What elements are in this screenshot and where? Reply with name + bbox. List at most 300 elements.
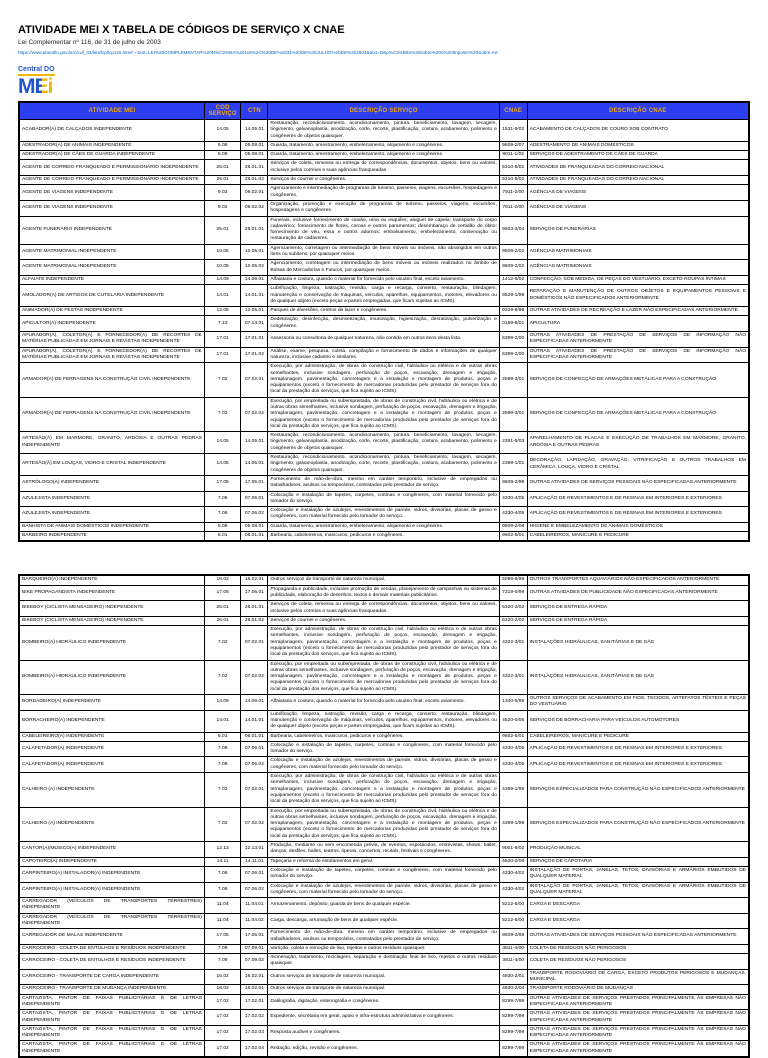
cod-servico-cell: 11.04 [204, 913, 240, 929]
atividade-mei-cell: ARMADOR(A) DE FERRAGENS NA CONSTRUÇÃO CIVIL INDEPENDENTE [19, 363, 204, 397]
cod-servico-cell: 12.05 [204, 307, 240, 316]
descricao-cnae-cell: INSTALAÇÃO DE PORTAS, JANELAS, TETOS, DIVISÓRIAS E ARMÁRIOS EMBUTIDOS DE QUALQUER MATERIAL [527, 882, 749, 898]
descricao-cnae-cell: CARGA E DESCARGA [527, 913, 749, 929]
table-header-row [19, 102, 749, 120]
cnae-cell: 4330-4/05 [499, 757, 527, 773]
table-row [19, 929, 749, 945]
table-row [19, 695, 749, 711]
cod-servico-cell: 17.01 [204, 347, 240, 363]
cod-servico-cell: 10.05 [204, 244, 240, 260]
descricao-servico-cell: Execução, por empreitada ou subempreitada, de obras de construção civil, hidráulica ou elétrica e de outras obras semelhantes, inclusive sondagem, perfuração de poços, escavação, drenagem e irrigação, terraplanagem, pavimentação, concretagem e a instalação e montagem de produtos, peças e equipamentos (exceto o fornecimento de mercadorias produzidas pelo prestador de serviços fora do local da prestação dos serviços, que fica sujeito ao ICMS). [268, 660, 499, 694]
table-row [19, 363, 749, 397]
ctn-cell: 07.02.02 [241, 660, 268, 694]
cod-servico-cell: 11.04 [204, 898, 240, 914]
ctn-cell: 07.06.02 [241, 882, 268, 898]
descricao-servico-cell: Varrição, coleta e remoção de lixo, rejeitos e outros resíduos quaisquer. [268, 944, 499, 953]
cod-servico-cell: 7.02 [204, 660, 240, 694]
descricao-cnae-cell: SERVIÇOS DE FUNERÁRIAS [527, 216, 749, 244]
atividade-mei-cell: BIKE PROPAGANDISTA INDEPENDENTE [19, 585, 204, 601]
table-row [19, 575, 749, 585]
ctn-cell: 05.08.01 [241, 522, 268, 531]
ctn-cell: 26.01.01 [241, 160, 268, 176]
ctn-cell: 14.05.01 [241, 432, 268, 454]
descricao-cnae-cell: SERVIÇOS DE CONFECÇÃO DE ARMAÇÕES METÁLICAS PARA A CONSTRUÇÃO [527, 397, 749, 431]
table-row [19, 741, 749, 757]
table-row [19, 842, 749, 858]
page-title: ATIVIDADE MEI X TABELA DE CÓDIGOS DE SERVIÇO X CNAE [18, 24, 345, 36]
table-row [19, 954, 749, 970]
table-row [19, 260, 749, 276]
cnae-cell: 4930-2/01 [499, 969, 527, 985]
ctn-cell: 07.06.01 [241, 866, 268, 882]
atividade-mei-cell: CARTAZISTA, PINTOR DE FAIXAS PUBLICITÁRIAS E DE LETRAS INDEPENDENTE [19, 994, 204, 1010]
descricao-cnae-cell: OUTRAS ATIVIDADES DE PRESTAÇÃO DE SERVIÇOS DE INFORMAÇÃO NÃO ESPECIFICADAS ANTERIORMENTE [527, 347, 749, 363]
atividade-mei-cell: CAPOTEIRO(A) INDEPENDENTE [19, 857, 204, 866]
atividade-mei-cell: CARPINTEIRO(A) INSTALADOR(A) INDEPENDENTE [19, 866, 204, 882]
cod-servico-cell: 16.02 [204, 969, 240, 985]
atividade-mei-cell: CALHEIRO (A) INDEPENDENTE [19, 807, 204, 841]
descricao-servico-cell: Agenciamento, corretagem ou intermediação de bens móveis ou imóveis, não abrangidos em outros itens ou subitens, por quaisquer meios. [268, 244, 499, 260]
table-row [19, 585, 749, 601]
ctn-cell: 17.06.01 [241, 585, 268, 601]
descricao-servico-cell: Guarda, tratamento, amestramento, embelezamento, alojamento e congêneres. [268, 141, 499, 150]
table-row [19, 857, 749, 866]
descricao-servico-cell: Análise, exame, pesquisa, coleta, compilação e fornecimento de dados e informações de qualquer natureza, inclusive cadastro e similares. [268, 347, 499, 363]
atividade-mei-cell: CALHEIRO (A) INDEPENDENTE [19, 773, 204, 807]
table-row [19, 491, 749, 507]
descricao-cnae-cell: APLICAÇÃO DE REVESTIMENTOS E DE RESINAS EM INTERIORES E EXTERIORES [527, 507, 749, 523]
descricao-servico-cell: Assessoria ou consultoria de qualquer natureza, não contida em outros itens desta lista. [268, 332, 499, 348]
ctn-cell: 11.04.01 [241, 898, 268, 914]
cod-servico-cell: 17.06 [204, 585, 240, 601]
atividade-mei-cell: AGENTE DE CORREIO FRANQUEADO E PERMISSIONÁRIO INDEPENDENTE [19, 160, 204, 176]
atividade-mei-cell: AGENTE MATRIMONIAL INDEPENDENTE [19, 260, 204, 276]
atividade-mei-cell: CABELEIREIRO(A) INDEPENDENTE [19, 732, 204, 741]
logo-wordmark-top: Central DO [18, 66, 55, 76]
descricao-servico-cell: Expediente, secretaria em geral, apoio e infra-estrutura administrativa e congêneres. [268, 1010, 499, 1026]
ctn-cell: 09.02.01 [241, 185, 268, 201]
cod-servico-cell: 5.08 [204, 151, 240, 160]
table-row [19, 969, 749, 985]
atividade-mei-cell: CARREGADOR (VEÍCULOS DE TRANSPORTES TERRESTRES) INDEPENDENTE [19, 913, 204, 929]
cod-servico-cell: 14.01 [204, 285, 240, 307]
descricao-cnae-cell: AGÊNCIAS MATRIMONIAIS [527, 244, 749, 260]
cod-servico-cell: 14.09 [204, 695, 240, 711]
descricao-cnae-cell: OUTROS TRANSPORTES AQUAVIÁRIOS NÃO ESPECIFICADOS ANTERIORMENTE [527, 575, 749, 585]
cnae-cell: 8299-7/99 [499, 994, 527, 1010]
cnae-cell: 9329-8/99 [499, 307, 527, 316]
descricao-servico-cell: Lubrificação, limpeza, lustração, revisão, carga e recarga, conserto, restauração, blindagem, manutenção e conservação de máquinas, veículos, aparelhos, equipamentos, motores, elevadores ou de qualquer objeto (exceto peças e partes empregadas, que ficam sujeitas ao ICMS). [268, 710, 499, 732]
descricao-cnae-cell: DECORAÇÃO, LAPIDAÇÃO, GRAVAÇÃO, VITRIFICAÇÃO E OUTROS TRABALHOS EM CERÂMICA, LOUÇA, VIDRO E CRISTAL [527, 454, 749, 476]
cod-servico-cell: 17.02 [204, 1025, 240, 1041]
cnae-cell: 9602-5/01 [499, 732, 527, 741]
cod-servico-cell: 7.02 [204, 363, 240, 397]
cnae-cell: 4330-4/02 [499, 866, 527, 882]
atividade-mei-cell: AGENTE DE CORREIO FRANQUEADO E PERMISSIONÁRIO INDEPENDENTE [19, 176, 204, 185]
ctn-cell: 07.06.01 [241, 491, 268, 507]
descricao-cnae-cell: OUTRAS ATIVIDADES DE SERVIÇOS PRESTADOS PRINCIPALMENTE ÀS EMPRESAS NÃO ESPECIFICADAS ANTERIORMENTE [527, 1010, 749, 1026]
descricao-cnae-cell: ACABAMENTO DE CALÇADOS DE COURO SOB CONTRATO [527, 120, 749, 142]
descricao-servico-cell: Resposta audível e congêneres. [268, 1025, 499, 1041]
cod-servico-cell: 17.01 [204, 332, 240, 348]
descricao-servico-cell: Serviços de courrier e congêneres. [268, 176, 499, 185]
descricao-servico-cell: Serviços de coleta, remessa ou entrega de correspondências, documentos, objetos, bens ou valores, inclusive pelos correios e suas agências franqueadas. [268, 160, 499, 176]
cnae-cell: 8299-7/99 [499, 1025, 527, 1041]
cod-servico-cell: 7.09 [204, 944, 240, 953]
page-break-gap [18, 542, 750, 574]
atividade-mei-cell: APURADOR(A), COLETOR(A) E FORNECEDOR(A) DE RECORTES DE MATÉRIAS PUBLICADAS EM JORNAIS E REVISTAS INDEPENDENTE [19, 332, 204, 348]
descricao-cnae-cell: APLICAÇÃO DE REVESTIMENTOS E DE RESINAS EM INTERIORES E EXTERIORES [527, 757, 749, 773]
cod-servico-cell: 7.02 [204, 807, 240, 841]
ctn-cell: 12.05.01 [241, 307, 268, 316]
ctn-cell: 07.02.02 [241, 397, 268, 431]
cod-servico-cell: 26.01 [204, 601, 240, 617]
mei-cnae-table-page1 [18, 101, 750, 542]
descricao-servico-cell: Agenciamento, corretagem ou intermediação de bens móveis ou imóveis realizados no âmbito de Bolsas de Mercadorias e Futuros, por quaisquer meios. [268, 260, 499, 276]
descricao-cnae-cell: REPARAÇÃO E MANUTENÇÃO DE OUTROS OBJETOS E EQUIPAMENTOS PESSOAIS E DOMÉSTICOS NÃO ESPECIFICADOS ANTERIORMENTE [527, 285, 749, 307]
atividade-mei-cell: BORRACHEIRO(A) INDEPENDENTE [19, 710, 204, 732]
descricao-cnae-cell: OUTRAS ATIVIDADES DE PRESTAÇÃO DE SERVIÇOS DE INFORMAÇÃO NÃO ESPECIFICADAS ANTERIORMENTE [527, 332, 749, 348]
descricao-cnae-cell: AGÊNCIAS DE VIAGENS [527, 185, 749, 201]
descricao-servico-cell: Dedetização, desinfecção, desinsetização, imunização, higienização, desratização, pulverização e congêneres. [268, 316, 499, 332]
descricao-cnae-cell: OUTRAS ATIVIDADES DE PUBLICIDADE NÃO ESPECIFICADAS ANTERIORMENTE [527, 585, 749, 601]
descricao-servico-cell: Restauração, recondicionamento, acondicionamento, pintura, beneficiamento, lavagem, secagem, tingimento, galvanoplastia, anodização, corte, recorte, plastificação, costura, acabamento, polimento e congêneres de objetos quaisquer. [268, 432, 499, 454]
table-row [19, 601, 749, 617]
atividade-mei-cell: CARROCEIRO - TRANSPORTE DE CARGA INDEPENDENTE [19, 969, 204, 985]
table-row [19, 316, 749, 332]
atividade-mei-cell: BARQUEIRO(A) INDEPENDENTE [19, 575, 204, 585]
descricao-cnae-cell: SERVIÇOS ESPECIALIZADOS PARA CONSTRUÇÃO NÃO ESPECIFICADOS ANTERIORMENTE [527, 807, 749, 841]
descricao-cnae-cell: APICULTURA [527, 316, 749, 332]
cod-servico-cell: 9.02 [204, 200, 240, 216]
descricao-cnae-cell: OUTRAS ATIVIDADES DE SERVIÇOS PESSOAIS NÃO ESPECIFICADAS ANTERIORMENTE [527, 929, 749, 945]
ctn-cell: 17.05.01 [241, 475, 268, 491]
descricao-servico-cell: Incineração, tratamento, reciclagem, separação e destinação final de lixo, rejeitos e outros resíduos quaisquer. [268, 954, 499, 970]
cnae-cell: 5320-2/02 [499, 616, 527, 625]
cnae-cell: 1412-6/02 [499, 275, 527, 284]
column-header-cod-servico: COD SERVIÇO [204, 102, 240, 120]
cnae-cell: 4399-1/99 [499, 807, 527, 841]
logo-letter-m: M [18, 75, 35, 98]
table-row [19, 660, 749, 694]
cnae-cell: 9609-2/02 [499, 244, 527, 260]
descricao-cnae-cell: OUTRAS ATIVIDADES DE SERVIÇOS PRESTADOS PRINCIPALMENTE ÀS EMPRESAS NÃO ESPECIFICADAS ANTERIORMENTE [527, 1025, 749, 1041]
atividade-mei-cell: AGENTE DE VIAGENS INDEPENDENTE [19, 185, 204, 201]
cnae-cell: 1340-5/99 [499, 695, 527, 711]
cnae-cell: 7911-2/00 [499, 185, 527, 201]
ctn-cell: 14.01.01 [241, 285, 268, 307]
descricao-servico-cell: Colocação e instalação de tapetes, carpetes, cortinas e congêneres, com material fornecido pelo tomador do serviço. [268, 491, 499, 507]
logo-letter-i: i [47, 75, 53, 98]
ctn-cell: 10.05.02 [241, 260, 268, 276]
table-row [19, 985, 749, 994]
table-row [19, 475, 749, 491]
atividade-mei-cell: ARTESÃO(Ã) EM LOUÇAS, VIDRO E CRISTAL INDEPENDENTE [19, 454, 204, 476]
cod-servico-cell: 7.13 [204, 316, 240, 332]
atividade-mei-cell: CARTAZISTA, PINTOR DE FAIXAS PUBLICITÁRIAS E DE LETRAS INDEPENDENTE [19, 1010, 204, 1026]
cnae-cell: 5099-8/99 [499, 575, 527, 585]
cnae-cell: 9609-2/07 [499, 141, 527, 150]
descricao-servico-cell: Carga, descarga, arrumação de bens de qualquer espécie. [268, 913, 499, 929]
descricao-servico-cell: Outros serviços de transporte de natureza municipal. [268, 985, 499, 994]
cod-servico-cell: 25.01 [204, 216, 240, 244]
descricao-servico-cell: Agenciamento e intermediação de programas de turismo, passeios, viagens, excursões, hospedagens e congêneres. [268, 185, 499, 201]
cnae-cell: 9603-3/04 [499, 216, 527, 244]
cod-servico-cell: 17.02 [204, 1010, 240, 1026]
atividade-mei-cell: BORDADEIRO(A) INDEPENDENTE [19, 695, 204, 711]
atividade-mei-cell: BIKEBOY (CICLISTA MENSAGEIRO) INDEPENDENTE [19, 616, 204, 625]
cnae-cell: 7319-0/99 [499, 585, 527, 601]
descricao-cnae-cell: ATIVIDADES DE FRANQUEADAS DO CORREIO NACIONAL [527, 160, 749, 176]
cnae-cell: 2399-1/01 [499, 454, 527, 476]
cod-servico-cell: 7.02 [204, 626, 240, 660]
ctn-cell: 06.01.01 [241, 532, 268, 542]
cnae-cell: 2391-5/03 [499, 432, 527, 454]
descricao-cnae-cell: SERVIÇOS DE CONFECÇÃO DE ARMAÇÕES METÁLICAS PARA A CONSTRUÇÃO [527, 363, 749, 397]
cod-servico-cell: 7.06 [204, 882, 240, 898]
descricao-servico-cell: Execução, por administração, de obras de construção civil, hidráulica ou elétrica e de outras obras semelhantes, inclusive sondagem, perfuração de poços, escavação, drenagem e irrigação, terraplanagem, pavimentação, concretagem e a instalação e montagem de produtos, peças e equipamentos (exceto o fornecimento de mercadorias produzidas pelo prestador de serviços fora do local da prestação dos serviços, que fica sujeito ao ICMS). [268, 363, 499, 397]
table-row [19, 994, 749, 1010]
cnae-cell: 9529-1/99 [499, 285, 527, 307]
table-row [19, 307, 749, 316]
atividade-mei-cell: CARTAZISTA, PINTOR DE FAIXAS PUBLICITÁRIAS E DE LETRAS INDEPENDENTE [19, 1041, 204, 1057]
ctn-cell: 16.02.01 [241, 575, 268, 585]
descricao-servico-cell: Restauração, recondicionamento, acondicionamento, pintura, beneficiamento, lavagem, secagem, tingimento, galvanoplastia, anodização, corte, recorte, plastificação, costura, acabamento, polimento e congêneres de objetos quaisquer. [268, 120, 499, 142]
atividade-mei-cell: CARROCEIRO - COLETA DE ENTULHOS E RESÍDUOS INDEPENDENTE [19, 954, 204, 970]
descricao-servico-cell: Outros serviços de transporte de natureza municipal. [268, 575, 499, 585]
cnae-cell: 4520-0/06 [499, 710, 527, 732]
ctn-cell: 07.06.02 [241, 757, 268, 773]
descricao-servico-cell: Serviços de coleta, remessa ou entrega de correspondências, documentos, objetos, bens ou valores, inclusive pelos correios e suas agências franqueadas. [268, 601, 499, 617]
cod-servico-cell: 14.09 [204, 275, 240, 284]
descricao-cnae-cell: AGÊNCIAS DE VIAGENS [527, 200, 749, 216]
cod-servico-cell: 26.01 [204, 160, 240, 176]
table-row [19, 898, 749, 914]
ctn-cell: 07.09.01 [241, 944, 268, 953]
descricao-cnae-cell: OUTRAS ATIVIDADES DE SERVIÇOS PRESTADOS PRINCIPALMENTE ÀS EMPRESAS NÃO ESPECIFICADAS ANTERIORMENTE [527, 994, 749, 1010]
table-row [19, 1025, 749, 1041]
ctn-cell: 14.05.01 [241, 454, 268, 476]
column-header-ctn: CTN [241, 102, 268, 120]
atividade-mei-cell: ARTESÃO(Ã) EM MÁRMORE, GRANITO, ARDÓSIA E OUTRAS PEDRAS INDEPENDENTE [19, 432, 204, 454]
ctn-cell: 16.02.01 [241, 969, 268, 985]
descricao-servico-cell: Fornecimento de mão-de-obra, mesmo em caráter temporário, inclusive de empregados ou trabalhadores, avulsos ou temporários, contratados pelo prestador de serviço. [268, 475, 499, 491]
table-row [19, 773, 749, 807]
cod-servico-cell: 14.05 [204, 432, 240, 454]
cod-servico-cell: 12.13 [204, 842, 240, 858]
ctn-cell: 12.13.01 [241, 842, 268, 858]
cnae-cell: 4399-1/99 [499, 773, 527, 807]
ctn-cell: 17.05.01 [241, 929, 268, 945]
table-row [19, 185, 749, 201]
cnae-cell: 3811-4/00 [499, 944, 527, 953]
cod-servico-cell: 9.02 [204, 185, 240, 201]
descricao-servico-cell: Execução, por administração, de obras de construção civil, hidráulica ou elétrica e de outras obras semelhantes, inclusive sondagem, perfuração de poços, escavação, drenagem e irrigação, terraplanagem, pavimentação, concretagem e a instalação e montagem de produtos, peças e equipamentos (exceto o fornecimento de mercadorias produzidas pelo prestador de serviços fora do local da prestação dos serviços, que fica sujeito ao ICMS). [268, 626, 499, 660]
atividade-mei-cell: CALAFETADOR(A) INDEPENDENTE [19, 741, 204, 757]
cnae-cell: 8299-7/99 [499, 1010, 527, 1026]
descricao-cnae-cell: INSTALAÇÃO DE PORTAS, JANELAS, TETOS, DIVISÓRIAS E ARMÁRIOS EMBUTIDOS DE QUALQUER MATERIAL [527, 866, 749, 882]
descricao-cnae-cell: APARELHAMENTO DE PLACAS E EXECUÇÃO DE TRABALHOS EM MÁRMORE, GRANITO, ARDÓSIA E OUTRAS PEDRAS [527, 432, 749, 454]
cod-servico-cell: 6.01 [204, 532, 240, 542]
atividade-mei-cell: ARMADOR(A) DE FERRAGENS NA CONSTRUÇÃO CIVIL INDEPENDENTE [19, 397, 204, 431]
descricao-servico-cell: Guarda, tratamento, amestramento, embelezamento, alojamento e congêneres. [268, 522, 499, 531]
atividade-mei-cell: APICULTOR(A) INDEPENDENTE [19, 316, 204, 332]
mei-cnae-table-page2 [18, 574, 750, 1058]
atividade-mei-cell: AZULEJISTA INDEPENDENTE [19, 491, 204, 507]
ctn-cell: 06.01.01 [241, 732, 268, 741]
ctn-cell: 07.06.01 [241, 741, 268, 757]
cnae-cell: 9609-2/02 [499, 260, 527, 276]
logo-letter-e: E [34, 75, 48, 98]
table-row [19, 120, 749, 142]
ctn-cell: 17.02.04 [241, 1041, 268, 1057]
table-row [19, 913, 749, 929]
descricao-cnae-cell: CONFECÇÃO, SOB MEDIDA, DE PEÇAS DO VESTUÁRIO, EXCETO ROUPAS ÍNTIMAS [527, 275, 749, 284]
cnae-cell: 9001-9/02 [499, 842, 527, 858]
cnae-cell: 9602-5/01 [499, 532, 527, 542]
cod-servico-cell: 7.06 [204, 866, 240, 882]
ctn-cell: 17.02.01 [241, 994, 268, 1010]
table-row [19, 507, 749, 523]
descricao-cnae-cell: INSTALAÇÕES HIDRÁULICAS, SANITÁRIAS E DE GÁS [527, 660, 749, 694]
descricao-cnae-cell: SERVIÇOS ESPECIALIZADOS PARA CONSTRUÇÃO NÃO ESPECIFICADOS ANTERIORMENTE [527, 773, 749, 807]
cod-servico-cell: 10.05 [204, 260, 240, 276]
table-row [19, 866, 749, 882]
atividade-mei-cell: CARREGADOR DE MALAS INDEPENDENTE [19, 929, 204, 945]
page-subtitle: Lei Complementar nº 116, de 31 de julho de 2003 [18, 39, 161, 46]
table-row [19, 944, 749, 953]
table-row [19, 347, 749, 363]
cnae-cell: 9609-2/08 [499, 522, 527, 531]
cnae-cell: 4330-4/02 [499, 882, 527, 898]
cod-servico-cell: 16.02 [204, 985, 240, 994]
descricao-cnae-cell: TRANSPORTE RODOVIÁRIO DE MUDANÇAS [527, 985, 749, 994]
atividade-mei-cell: AGENTE DE VIAGENS INDEPENDENTE [19, 200, 204, 216]
descricao-servico-cell: Barbearia, cabeleireiros, manicuros, pedicuros e congêneres. [268, 532, 499, 542]
cnae-cell: 8011-1/02 [499, 151, 527, 160]
descricao-cnae-cell: APLICAÇÃO DE REVESTIMENTOS E DE RESINAS EM INTERIORES E EXTERIORES [527, 741, 749, 757]
descricao-servico-cell: Guarda, tratamento, amestramento, embelezamento, alojamento e congêneres. [268, 151, 499, 160]
cod-servico-cell: 14.01 [204, 710, 240, 732]
cnae-cell: 4322-3/01 [499, 626, 527, 660]
cod-servico-cell: 26.01 [204, 176, 240, 185]
cnae-cell: 1531-9/02 [499, 120, 527, 142]
column-header-cnae: CNAE [499, 102, 527, 120]
atividade-mei-cell: ANIMADOR(A) DE FESTAS INDEPENDENTE [19, 307, 204, 316]
descricao-servico-cell: Datilografia, digitação, estenografia e congêneres. [268, 994, 499, 1010]
ctn-cell: 25.01.01 [241, 216, 268, 244]
atividade-mei-cell: ALFAIATE INDEPENDENTE [19, 275, 204, 284]
descricao-cnae-cell: SERVIÇOS DE ENTREGA RÁPIDA [527, 601, 749, 617]
descricao-cnae-cell: COLETA DE RESÍDUOS NÃO PERIGOSOS [527, 944, 749, 953]
descricao-servico-cell: Outros serviços de transporte de natureza municipal. [268, 969, 499, 985]
ctn-cell: 10.05.01 [241, 244, 268, 260]
cod-servico-cell: 7.06 [204, 491, 240, 507]
cod-servico-cell: 7.06 [204, 757, 240, 773]
source-hyperlink[interactable]: https://www.planalto.gov.br/ccivil_03/leis/lcp/lcp116.htm#:~:text=LEI%20COMPLEMENTAR%20N%C2%BA%20116%2C%20DE%2031%20DE%20JULHO%20DE%202003&text=Disp%C3%B5e%20sobre%20o%20Imposto%20Sobre,Art. [18, 50, 499, 55]
descricao-cnae-cell: SERVIÇOS DE ENTREGA RÁPIDA [527, 616, 749, 625]
ctn-cell: 07.06.02 [241, 507, 268, 523]
table-row [19, 522, 749, 531]
cnae-cell: 4930-2/04 [499, 985, 527, 994]
descricao-cnae-cell: SERVIÇOS DE BORRACHARIA PARA VEÍCULOS AUTOMOTORES [527, 710, 749, 732]
table-row [19, 807, 749, 841]
descricao-servico-cell: Restauração, recondicionamento, acondicionamento, pintura, beneficiamento, lavagem, secagem, tingimento, galvanoplastia, anodização, corte, recorte, plastificação, costura, acabamento, polimento e congêneres de objetos quaisquer. [268, 454, 499, 476]
central-do-mei-logo [18, 59, 78, 97]
cod-servico-cell: 17.02 [204, 994, 240, 1010]
cod-servico-cell: 6.01 [204, 732, 240, 741]
ctn-cell: 26.01.02 [241, 616, 268, 625]
atividade-mei-cell: CARPINTEIRO(A) INSTALADOR(A) INDEPENDENTE [19, 882, 204, 898]
table-row [19, 176, 749, 185]
descricao-servico-cell: Tapeçaria e reforma de estofamentos em geral. [268, 857, 499, 866]
cod-servico-cell: 7.02 [204, 773, 240, 807]
cod-servico-cell: 17.05 [204, 475, 240, 491]
descricao-cnae-cell: OUTRAS ATIVIDADES DE SERVIÇOS PRESTADOS PRINCIPALMENTE ÀS EMPRESAS NÃO ESPECIFICADAS ANTERIORMENTE [527, 1041, 749, 1057]
descricao-servico-cell: Propaganda e publicidade, inclusive promoção de vendas, planejamento de campanhas ou sistemas de publicidade, elaboração de desenhos, textos e demais materiais publicitários. [268, 585, 499, 601]
atividade-mei-cell: CANTOR(A)/MÚSICO(A) INDEPENDENTE [19, 842, 204, 858]
ctn-cell: 07.02.02 [241, 807, 268, 841]
cnae-cell: 4520-0/08 [499, 857, 527, 866]
ctn-cell: 14.11.01 [241, 857, 268, 866]
table-row [19, 275, 749, 284]
ctn-cell: 11.04.02 [241, 913, 268, 929]
descricao-cnae-cell: CARGA E DESCARGA [527, 898, 749, 914]
table-row [19, 532, 749, 542]
table-row [19, 454, 749, 476]
descricao-cnae-cell: APLICAÇÃO DE REVESTIMENTOS E DE RESINAS EM INTERIORES E EXTERIORES [527, 491, 749, 507]
descricao-cnae-cell: SERVIÇOS DE CAPOTARIA [527, 857, 749, 866]
table-row [19, 882, 749, 898]
atividade-mei-cell: BOMBEIRO(A) HIDRÁULICO INDEPENDENTE [19, 660, 204, 694]
atividade-mei-cell: AGENTE MATRIMONIAL INDEPENDENTE [19, 244, 204, 260]
table-row [19, 244, 749, 260]
descricao-cnae-cell: CABELEIREIROS, MANICURE E PEDICURE [527, 732, 749, 741]
descricao-servico-cell: Colocação e instalação de tapetes, carpetes, cortinas e congêneres, com material fornecido pelo tomador do serviço. [268, 741, 499, 757]
descricao-servico-cell: Alfaiataria e costura, quando o material for fornecido pelo usuário final, exceto aviamento. [268, 275, 499, 284]
descricao-servico-cell: Colocação e instalação de tapetes, carpetes, cortinas e congêneres, com material fornecido pelo tomador do serviço. [268, 866, 499, 882]
ctn-cell: 17.01.01 [241, 332, 268, 348]
atividade-mei-cell: CARREGADOR (VEÍCULOS DE TRANSPORTES TERRESTRES) INDEPENDENTE [19, 898, 204, 914]
atividade-mei-cell: AMOLADOR(A) DE ARTIGOS DE CUTELARIA INDEPENDENTE [19, 285, 204, 307]
cod-servico-cell: 14.05 [204, 454, 240, 476]
descricao-servico-cell: Parques de diversões, centros de lazer e congêneres. [268, 307, 499, 316]
table-row [19, 151, 749, 160]
descricao-servico-cell: Barbearia, cabeleireiros, manicuros, pedicuros e congêneres. [268, 732, 499, 741]
cod-servico-cell: 17.05 [204, 929, 240, 945]
atividade-mei-cell: BOMBEIRO(A) HIDRÁULICO INDEPENDENTE [19, 626, 204, 660]
ctn-cell: 17.02.03 [241, 1025, 268, 1041]
descricao-cnae-cell: OUTRAS ATIVIDADES DE SERVIÇOS PESSOAIS NÃO ESPECIFICADAS ANTERIORMENTE [527, 475, 749, 491]
ctn-cell: 14.05.01 [241, 120, 268, 142]
ctn-cell: 07.02.01 [241, 773, 268, 807]
column-header-descricao-servico: DESCRIÇÃO SERVIÇO [268, 102, 499, 120]
cod-servico-cell: 26.01 [204, 616, 240, 625]
table-row [19, 732, 749, 741]
table-row [19, 141, 749, 150]
atividade-mei-cell: ADESTRADOR(A) DE CÃES DE GUARDA INDEPENDENTE [19, 151, 204, 160]
table-row [19, 1041, 749, 1057]
descricao-servico-cell: Execução, por administração, de obras de construção civil, hidráulica ou elétrica e de outras obras semelhantes, inclusive sondagem, perfuração de poços, escavação, drenagem e irrigação, terraplanagem, pavimentação, concretagem e a instalação e montagem de produtos, peças e equipamentos (exceto o fornecimento de mercadorias produzidas pelo prestador de serviços fora do local da prestação dos serviços, que fica sujeito ao ICMS). [268, 773, 499, 807]
atividade-mei-cell: AGENTE FUNERÁRIO INDEPENDENTE [19, 216, 204, 244]
cnae-cell: 2599-3/01 [499, 397, 527, 431]
descricao-servico-cell: Armazenamento, depósito, guarda de bens de qualquer espécie. [268, 898, 499, 914]
cnae-cell: 7911-2/00 [499, 200, 527, 216]
cod-servico-cell: 7.06 [204, 741, 240, 757]
ctn-cell: 07.02.01 [241, 626, 268, 660]
ctn-cell: 16.02.01 [241, 985, 268, 994]
cod-servico-cell: 14.11 [204, 857, 240, 866]
